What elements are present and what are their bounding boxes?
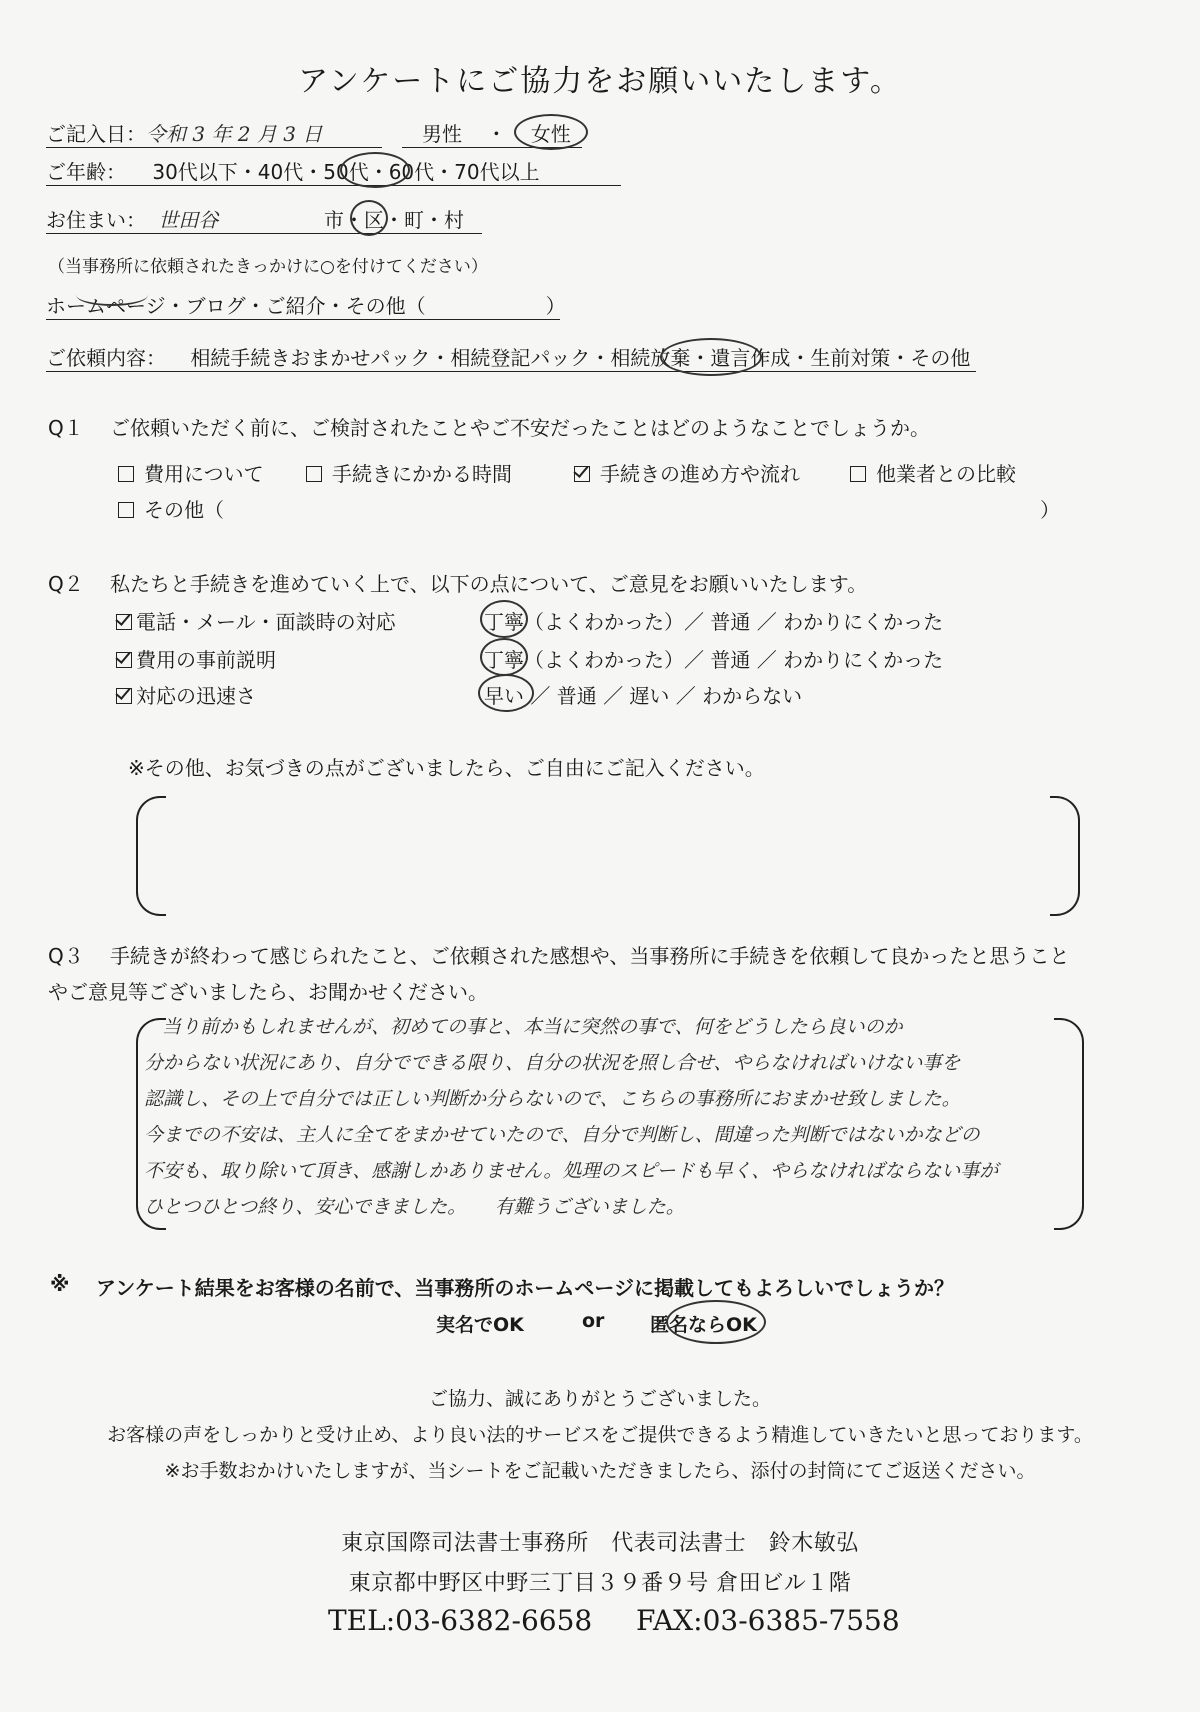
publish-option-real[interactable]: 実名でOK xyxy=(436,1314,524,1336)
office-fax: FAX:03-6385-7558 xyxy=(636,1604,900,1637)
closing-line3: ※お手数おかけいたしますが、当シートをご記載いただきましたら、添付の封筒にてご返送ください。 xyxy=(164,1460,1036,1482)
comment-box-field[interactable] xyxy=(166,796,1048,912)
checkbox-checked[interactable] xyxy=(574,466,590,482)
office-address: 東京都中野区中野三丁目３９番９号 倉田ビル１階 xyxy=(348,1571,852,1596)
answer-box-right-bracket xyxy=(1054,1018,1084,1230)
date-row xyxy=(46,118,382,148)
q3-question-line1: 手続きが終わって感じられたこと、ご依頼された感想や、当事務所に手続きを依頼して良かったと思うこと xyxy=(110,944,1070,968)
publish-circle-mark xyxy=(666,1300,766,1344)
checkbox-checked[interactable] xyxy=(116,614,132,630)
office-tel: TEL:03-6382-6658 xyxy=(328,1604,593,1637)
q1-option-cost[interactable] xyxy=(118,458,264,487)
q1-option-label: 手続きにかかる時間 xyxy=(332,462,512,486)
answer-line: 不安も、取り除いて頂き、感謝しかありません。処理のスピードも早く、やらなければならない事が xyxy=(144,1160,999,1182)
address-label: お住まい： xyxy=(46,208,146,232)
q2-question: 私たちと手続きを進めていく上で、以下の点について、ご意見をお願いいたします。 xyxy=(110,572,868,596)
address-row xyxy=(46,204,482,234)
q1-option-other[interactable] xyxy=(118,494,224,523)
closing-line2: お客様の声をしっかりと受け止め、より良い法的サービスをご提供できるよう精進していきたいと思っております。 xyxy=(107,1424,1093,1446)
request-label: ご依頼内容： xyxy=(46,346,166,370)
survey-title: アンケートにご協力をお願いいたします。 xyxy=(298,64,902,99)
trigger-options[interactable]: ホームページ・ブログ・ご紹介・その他（ ） xyxy=(46,290,560,320)
request-row xyxy=(46,342,976,372)
q1-option-label: 費用について xyxy=(144,462,264,486)
q1-question: ご依頼いただく前に、ご検討されたことやご不安だったことはどのようなことでしょうか。 xyxy=(110,416,930,440)
date-label: ご記入日： xyxy=(46,122,146,146)
publish-option-anon[interactable]: 匿名ならOK xyxy=(650,1314,757,1336)
publish-or: or xyxy=(582,1310,605,1332)
request-options[interactable]: 相続手続きおまかせパック・相続登記パック・相続放棄・遺言作成・生前対策・その他 xyxy=(190,346,971,370)
checkbox[interactable] xyxy=(118,466,134,482)
gender-circle-mark xyxy=(514,114,588,150)
q2-item-contact-scale[interactable]: 丁寧（よくわかった）／ 普通 ／ わかりにくかった xyxy=(484,610,944,634)
comment-box-left-bracket xyxy=(136,796,166,916)
age-circle-mark xyxy=(340,152,410,188)
gender-separator: ・ xyxy=(486,122,507,146)
q1-option-label: 他業者との比較 xyxy=(876,462,1016,486)
publish-question: アンケート結果をお客様の名前で、当事務所のホームページに掲載してもよろしいでしょうか？ xyxy=(96,1276,954,1300)
address-value[interactable]: 世田谷 xyxy=(158,208,219,232)
q1-other-label: その他（ xyxy=(144,498,224,522)
request-circle-mark xyxy=(660,338,762,376)
q2-item-speed-scale[interactable]: 早い ／ 普通 ／ 遅い ／ わからない xyxy=(484,684,803,708)
trigger-note: （当事務所に依頼されたきっかけに○を付けてください） xyxy=(48,257,488,277)
q1-number: Q１ xyxy=(48,416,84,440)
age-options[interactable]: 30代以下・40代・50代・60代・70代以上 xyxy=(152,160,540,184)
comment-box-right-bracket xyxy=(1050,796,1080,916)
age-label: ご年齢： xyxy=(46,160,126,184)
answer-line: ひとつひとつ終り、安心できました。 有難うございました。 xyxy=(144,1196,685,1218)
q1-option-label: 手続きの進め方や流れ xyxy=(600,462,800,486)
checkbox-checked[interactable] xyxy=(116,652,132,668)
q1-other-close: ） xyxy=(1040,498,1060,522)
checkbox[interactable] xyxy=(850,466,866,482)
gender-female[interactable]: 女性 xyxy=(530,122,571,146)
age-row xyxy=(46,156,621,186)
q2-number: Q２ xyxy=(48,572,84,596)
gender-male[interactable]: 男性 xyxy=(422,122,462,146)
q2-contact-circle-mark xyxy=(480,600,528,638)
q2-item-label: 対応の迅速さ xyxy=(136,684,256,708)
office-name: 東京国際司法書士事務所 代表司法書士 鈴木敏弘 xyxy=(341,1531,859,1556)
date-value[interactable]: 令和 3 年 2 月 3 日 xyxy=(146,122,323,146)
answer-line: 分からない状況にあり、自分でできる限り、自分の状況を照し合せ、やらなければいけない事を xyxy=(144,1052,961,1074)
q1-option-compare[interactable] xyxy=(850,458,1016,487)
answer-line: 今までの不安は、主人に全てをまかせていたので、自分で判断し、間違った判断ではないかなどの xyxy=(144,1124,980,1146)
checkbox-checked[interactable] xyxy=(116,688,132,704)
publish-mark: ※ xyxy=(50,1272,70,1296)
q3-number: Q３ xyxy=(48,944,84,968)
q1-option-time[interactable] xyxy=(306,458,512,487)
q1-option-process[interactable] xyxy=(574,458,800,487)
q2-item-contact xyxy=(116,606,396,635)
trigger-mark xyxy=(76,284,148,306)
answer-line: 当り前かもしれませんが、初めての事と、本当に突然の事で、何をどうしたら良いのか xyxy=(162,1016,903,1038)
q2-item-cost xyxy=(116,644,276,673)
q3-question-line2: やご意見等ございましたら、お聞かせください。 xyxy=(48,980,488,1004)
q2-cost-circle-mark xyxy=(480,638,528,676)
q2-item-speed xyxy=(116,680,256,709)
q2-item-label: 費用の事前説明 xyxy=(136,648,276,672)
answer-line: 認識し、その上で自分では正しい判断か分らないので、こちらの事務所におまかせ致しました。 xyxy=(144,1088,961,1110)
address-types: 市・区・町・村 xyxy=(324,208,464,232)
q2-speed-circle-mark xyxy=(478,674,534,712)
q2-note: ※その他、お気づきの点がございましたら、ご自由にご記入ください。 xyxy=(128,756,765,780)
q2-item-label: 電話・メール・面談時の対応 xyxy=(136,610,396,634)
address-circle-mark xyxy=(350,200,388,236)
q2-item-cost-scale[interactable]: 丁寧（よくわかった）／ 普通 ／ わかりにくかった xyxy=(484,648,944,672)
closing-thanks: ご協力、誠にありがとうございました。 xyxy=(428,1388,771,1410)
checkbox[interactable] xyxy=(306,466,322,482)
checkbox[interactable] xyxy=(118,502,134,518)
